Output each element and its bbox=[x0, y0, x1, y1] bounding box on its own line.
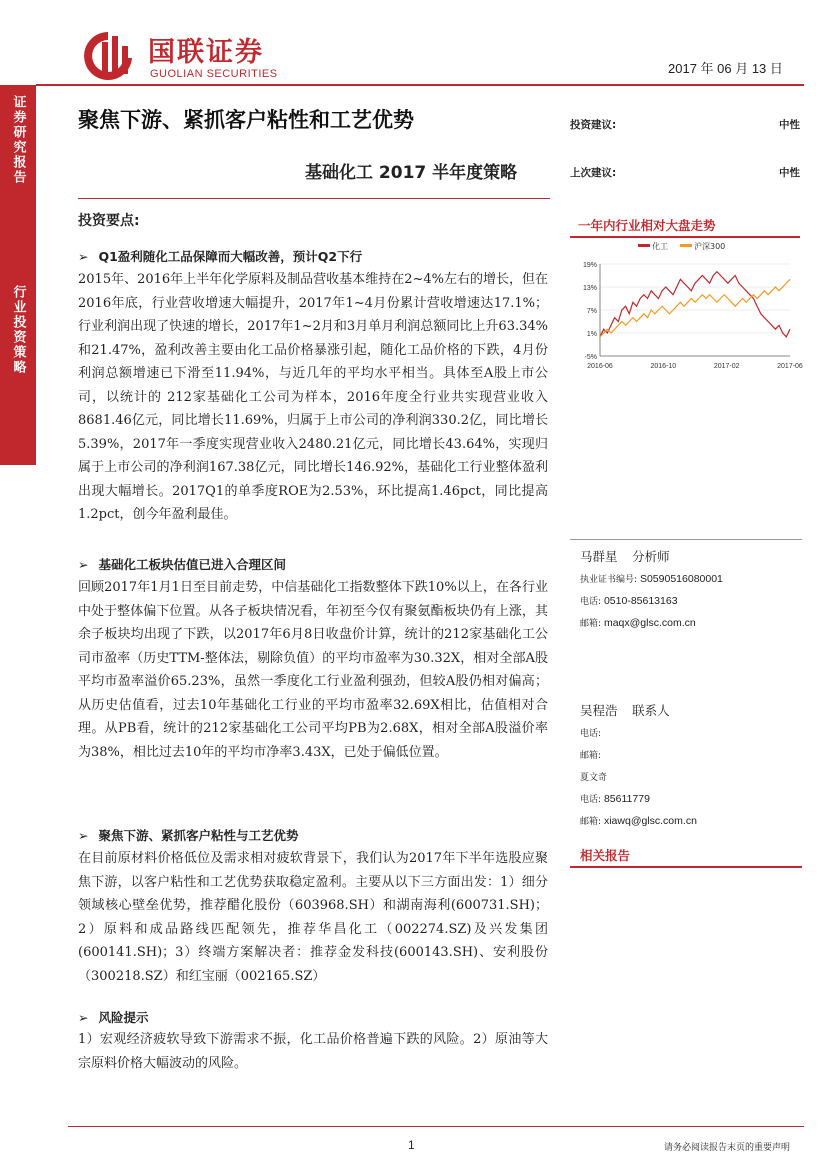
series-line-hs300 bbox=[600, 279, 790, 337]
section-body-1: 2015年、2016年上半年化学原料及制品营收基本维持在2~4%左右的增长，但在2016年底，行业营收增速大幅提升，2017年1~4月份累计营收增速达17.1%；行业利润出现了快速的增长，2017年1~2月和3月单月利润总额同比上升63.34%和21.47%，盈利改善主要由化工品价格暴涨引起，随化工品价格的下跌，4月份利润总额增速已下滑至11.94%，与近几年的平均水平相当。具体至A股上市公司，以统计的 212家基础化工公司为样本，2016年度全行业共实现营业收入8681.46亿元，同比增长11.69%，归属于上市公司的净利润330.2亿，同比增长5.39%，2017年一季度实现营业收入2480.21亿元，同比增长43.64%，实现归属于上市公司的净利润167.38亿元，同比增长146.92%，基础化工行业整体盈利出现大幅增长。2017Q1的单季度ROE为2.53%，环比提高1.46pct，同比提高1.2pct，创今年盈利最佳。 bbox=[78, 272, 548, 522]
legend-swatch-chemical bbox=[638, 244, 650, 247]
y-tick-label: 19% bbox=[582, 262, 597, 269]
page-subtitle: 基础化工 2017 半年度策略 bbox=[305, 163, 518, 183]
footer-divider bbox=[68, 1126, 804, 1127]
series-line-chemical bbox=[600, 272, 790, 337]
assistant-tel: 85611779 bbox=[603, 793, 650, 805]
section-body-3: 在目前原材料价格低位及需求相对疲软背景下，我们认为2017年下半年选股应聚焦下游，以客户粘性和工艺优势获取稳定盈利。主要从以下三方面出发：1）细分领域核心壁垒优势，推荐醋化股份（603968.SH）和湖南海利(600731.SH)；2）原料和成品路线匹配领先，推荐华昌化工（002274.SZ)及兴发集团(600141.SH)；3）终端方案解决者：推荐金发科技(600143.SH)、安利股份（300218.SZ）和红宝丽（002165.SZ） bbox=[78, 851, 548, 984]
legend-swatch-hs300 bbox=[680, 244, 692, 247]
logo-text-cn: 国联证券 bbox=[148, 37, 264, 68]
y-tick-label: 13% bbox=[582, 285, 597, 292]
rating-previous: 上次建议: 中性 bbox=[570, 167, 800, 179]
assistant-email[interactable]: xiawq@glsc.com.cn bbox=[603, 815, 697, 827]
x-tick-label: 2017-06 bbox=[777, 363, 803, 370]
header-divider bbox=[36, 84, 804, 86]
assistant-name: 夏文奇 bbox=[580, 773, 608, 783]
section-title-2: ➢ 基础化工板块估值已进入合理区间 bbox=[78, 557, 286, 572]
y-tick-label: 7% bbox=[586, 308, 597, 315]
related-reports-heading: 相关报告 bbox=[580, 848, 631, 863]
logo-text-en: GUOLIAN SECURITIES bbox=[150, 68, 278, 80]
section-title-4: ➢ 风险提示 bbox=[78, 1010, 149, 1025]
analyst-email[interactable]: maqx@glsc.com.cn bbox=[603, 617, 696, 629]
analyst-tel: 0510-85613163 bbox=[603, 595, 678, 607]
disclaimer-note: 请务必阅读报告末页的重要声明 bbox=[664, 1143, 791, 1153]
contact-divider-top bbox=[570, 539, 802, 540]
chart-title: 一年内行业相对大盘走势 bbox=[578, 218, 716, 233]
analyst-card: 马群星 分析师 执业证书编号: S0590516080001 电话: 0510-85613163 邮箱: maqx@glsc.com.cn bbox=[580, 549, 723, 629]
page-title: 聚焦下游、紧抓客户粘性和工艺优势 bbox=[78, 108, 414, 132]
key-points-heading: 投资要点: bbox=[78, 213, 140, 229]
contact-name: 吴程浩 bbox=[580, 703, 618, 718]
analyst-role: 分析师 bbox=[632, 549, 670, 564]
analyst-cert: S0590516080001 bbox=[639, 573, 723, 585]
report-date: 2017 年 06 月 13 日 bbox=[668, 61, 783, 76]
side-band-category: 行业投资策略 bbox=[0, 275, 36, 465]
rating-current: 投资建议: 中性 bbox=[570, 119, 800, 131]
page-number: 1 bbox=[408, 1138, 415, 1152]
related-reports-divider bbox=[570, 866, 802, 868]
legend-label-hs300: 沪深300 bbox=[694, 242, 726, 251]
section-title-1: ➢ Q1盈利随化工品保障而大幅改善，预计Q2下行 bbox=[78, 249, 363, 264]
y-tick-label: -5% bbox=[584, 354, 597, 361]
rating-box bbox=[570, 105, 800, 201]
contact-role: 联系人 bbox=[632, 703, 670, 718]
analyst-name: 马群星 bbox=[580, 549, 618, 564]
title-divider bbox=[78, 198, 550, 199]
chart-title-divider bbox=[570, 236, 800, 238]
relative-performance-chart bbox=[568, 240, 803, 380]
x-tick-label: 2016-06 bbox=[587, 363, 613, 370]
contact-card: 吴程浩 联系人 电话: 邮箱: 夏文奇 电话: 85611779 邮箱: xiawq@glsc.com.cn bbox=[580, 703, 697, 827]
section-title-3: ➢ 聚焦下游、紧抓客户粘性与工艺优势 bbox=[78, 828, 299, 843]
y-tick-label: 1% bbox=[586, 331, 597, 338]
section-body-2: 回顾2017年1月1日至目前走势，中信基础化工指数整体下跌10%以上，在各行业中处于整体偏下位置。从各子板块情况看，年初至今仅有聚氨酯板块仍有上涨，其余子板块均出现了下跌，以2017年6月8日收盘价计算，统计的212家基础化工公司市盈率（历史TTM-整体法，剔除负值）的平均市盈率为30.32X，相对全部A股平均市盈率溢价65.23%，虽然一季度化工行业盈利强劲，但较A股仍相对偏高；从历史估值看，过去10年基础化工行业的平均市盈率32.69X相比，估值相对合理。从PB看，统计的212家基础化工公司平均PB为2.68X，相对全部A股溢价率为38%，相比过去10年的平均市净率3.43X，已处于偏低位置。 bbox=[78, 580, 548, 760]
x-tick-label: 2017-02 bbox=[713, 363, 740, 370]
legend-label-chemical: 化工 bbox=[652, 242, 668, 251]
side-band-report-type: 证券研究报告 bbox=[0, 85, 36, 275]
x-tick-label: 2016-10 bbox=[650, 363, 677, 370]
section-body-4: 1）宏观经济疲软导致下游需求不振，化工品价格普遍下跌的风险。2）原油等大宗原料价格大幅波动的风险。 bbox=[78, 1032, 548, 1071]
